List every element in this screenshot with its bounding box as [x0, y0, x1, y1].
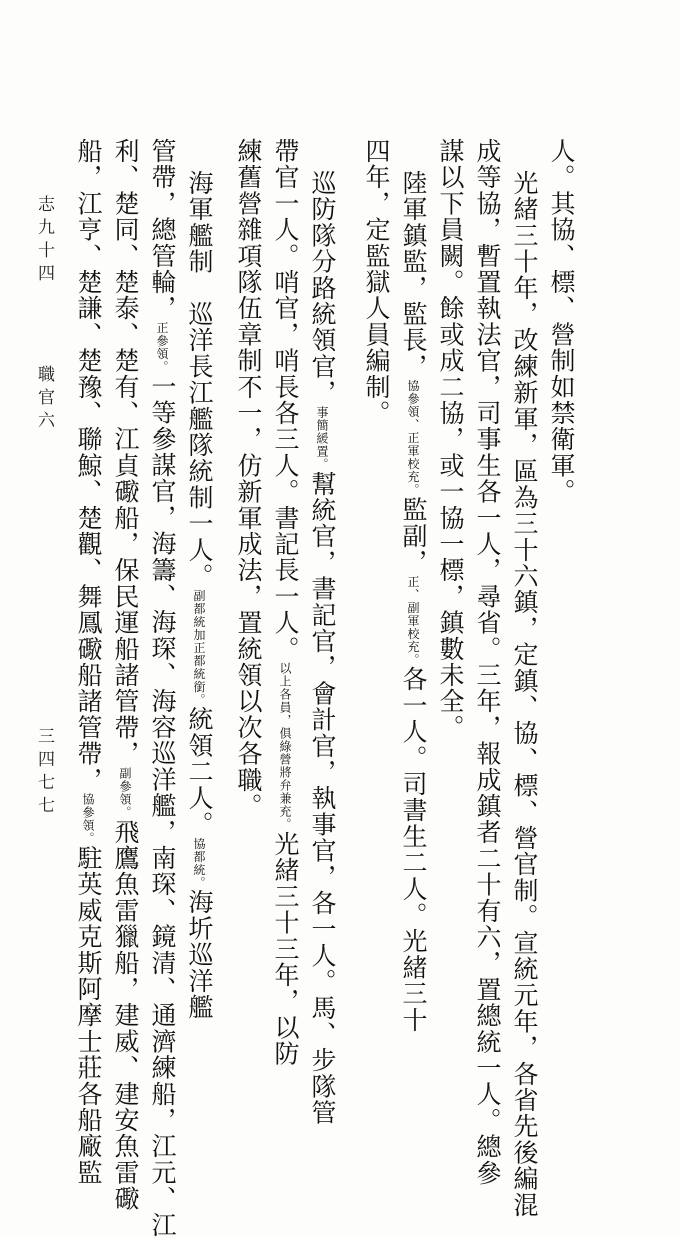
text-column-5 — [401, 170, 426, 1033]
column-text: 四年，定監獄人員編制。 — [362, 138, 391, 427]
text-column-9 — [236, 138, 261, 819]
text-column-4 — [438, 138, 463, 741]
column-text: 光緒三十三年，以防 — [271, 831, 300, 1067]
column-text: 一等參謀官，海籌、海琛、海容巡洋艦，南琛、鏡清、通濟練船，江元、江 — [148, 373, 177, 1238]
column-text: 利、楚同、楚泰、楚有、江貞礮船，保民運船諸管帶， — [111, 138, 140, 767]
annotation-note: 副參領。 — [118, 766, 132, 819]
column-text: 各一人。司書生二人。光緒三十 — [399, 666, 428, 1034]
column-text: 練舊營雜項隊伍章制不一，仿新軍成法，置統領以次各職。 — [234, 138, 263, 820]
text-column-8 — [273, 138, 298, 1067]
text-column-12 — [113, 138, 138, 1212]
column-text: 飛鷹魚雷獵船，建威、建安魚雷礮 — [111, 818, 140, 1212]
annotation-note: 協參領、正軍校充。 — [406, 379, 420, 497]
text-column-7 — [310, 170, 335, 1126]
column-text: 監副， — [399, 496, 428, 576]
text-column-10 — [187, 170, 212, 1020]
column-text: 統領二人。 — [185, 706, 214, 838]
margin-section: 職官六 — [34, 365, 54, 434]
column-text: 駐英威克斯阿摩士莊各船廠監 — [74, 845, 103, 1186]
column-text: 管帶，總管輪， — [148, 138, 177, 322]
margin-page-number: 三四七七 — [34, 727, 54, 819]
column-text: 謀以下員闕。餘或成二協，或一協一標，鎮數未全。 — [436, 138, 465, 741]
text-column-11 — [150, 138, 175, 1238]
annotation-note: 協都統。 — [192, 837, 206, 890]
column-text: 幫統官，書記官，會計官，執事官，各一人。馬、步隊管 — [308, 470, 337, 1126]
annotation-note: 事簡緩置。 — [315, 405, 329, 471]
annotation-note: 協參領。 — [81, 793, 95, 845]
text-column-3 — [475, 138, 500, 1186]
annotation-note: 副都統加正都統銜。 — [192, 589, 206, 707]
column-text: 成等協，暫置執法官，司事生各一人，尋省。三年，報成鎮者二十有六，置總統一人。總參 — [473, 138, 502, 1186]
column-text: 巡防隊分路統領官， — [308, 170, 337, 406]
column-text: 帶官一人。哨官，哨長各三人。書記長一人。 — [271, 138, 300, 662]
annotation-note: 以上各員，俱綠營將弁兼充。 — [278, 662, 292, 831]
text-column-13 — [76, 138, 101, 1186]
column-text: 人。其協、標、營制如禁衛軍。 — [547, 138, 576, 505]
text-column-6 — [364, 138, 389, 426]
column-text: 光緒三十年，改練新軍，區為三十六鎮，定鎮、協、標、營官制。宣統元年，各省先後編混 — [510, 170, 539, 1218]
column-text: 陸軍鎮監，監長， — [399, 170, 428, 380]
text-column-1 — [549, 138, 574, 505]
column-text: 海圻巡洋艦 — [185, 889, 214, 1021]
margin-volume: 志九十四 — [34, 195, 54, 287]
annotation-note: 正、副軍校充。 — [406, 575, 420, 667]
text-column-2 — [512, 170, 537, 1218]
column-text: 海軍艦制 巡洋長江艦隊統制一人。 — [185, 170, 214, 590]
column-text: 船，江亨、楚謙、楚豫、聯鯨、楚觀、舞鳳礮船諸管帶， — [74, 138, 103, 793]
annotation-note: 正參領。 — [155, 321, 169, 374]
